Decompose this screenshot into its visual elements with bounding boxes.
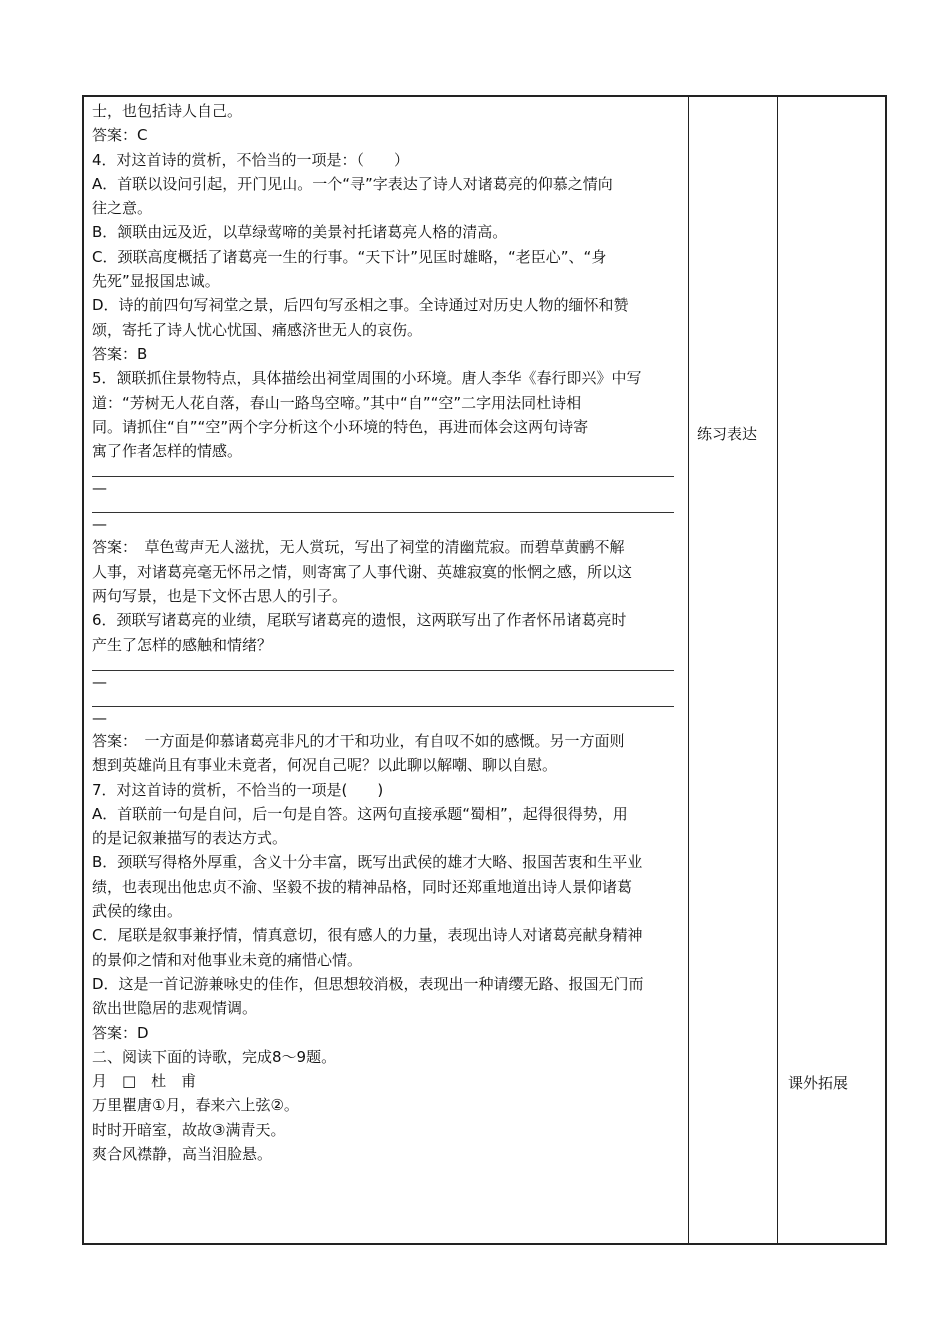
text-line: 6．颈联写诸葛亮的业绩，尾联写诸葛亮的遗恨，这两联写出了作者怀吊诸葛亮时 <box>92 611 627 630</box>
blank-line <box>92 660 674 671</box>
blank-dash: — <box>92 515 107 534</box>
section-label-column <box>689 97 778 1243</box>
text-line: 颂，寄托了诗人忧心忧国、痛感济世无人的哀伤。 <box>92 320 423 339</box>
blank-dash: — <box>92 672 107 691</box>
lesson-table <box>82 95 887 1245</box>
answer-blank-5 <box>92 466 680 535</box>
text-block-3 <box>92 729 680 1166</box>
extension-label: 课外拓展 <box>788 1074 849 1092</box>
text-line: B．颈联写得格外厚重，含义十分丰富，既写出武侯的雄才大略、报国苦衷和生平业 <box>92 853 643 872</box>
text-line: 二、阅读下面的诗歌，完成8～9题。 <box>92 1047 337 1066</box>
text-line: 士，也包括诗人自己。 <box>92 102 243 120</box>
text-line: 时时开暗室，故故③满青天。 <box>92 1120 286 1139</box>
text-line: A．首联前一句是自问，后一句是自答。这两句直接承题“蜀相”，起得很得势，用 <box>92 804 628 823</box>
text-line: 万里瞿唐①月，春来六上弦②。 <box>92 1096 299 1115</box>
text-line: 往之意。 <box>92 199 153 218</box>
text-line: 同。请抓住“自”“空”两个字分析这个小环境的特色，再进而体会这两句诗寄 <box>92 417 589 436</box>
text-line: 答案： 一方面是仰慕诸葛亮非凡的才干和功业，有自叹不如的感慨。另一方面则 <box>92 731 625 750</box>
text-line: 4．对这首诗的赏析，不恰当的一项是：（ ） <box>92 150 410 169</box>
text-line: 爽合风襟静，高当泪脸悬。 <box>92 1144 273 1163</box>
text-line: A．首联以设问引起，开门见山。一个“寻”字表达了诗人对诸葛亮的仰慕之情向 <box>92 174 613 193</box>
text-line: 想到英雄尚且有事业未竟者，何况自己呢？以此聊以解嘲、聊以自慰。 <box>92 756 558 775</box>
text-line: B．颔联由远及近，以草绿莺啼的美景衬托诸葛亮人格的清高。 <box>92 223 508 242</box>
text-line: 答案： 草色莺声无人滋扰，无人赏玩，写出了祠堂的清幽荒寂。而碧草黄鹂不解 <box>92 538 625 557</box>
text-line: 月 □ 杜 甫 <box>92 1072 197 1091</box>
text-line: 道：“芳树无人花自落，春山一路鸟空啼。”其中“自”“空”二字用法同杜诗相 <box>92 393 582 412</box>
text-block-1 <box>92 99 680 463</box>
text-line: C．尾联是叙事兼抒情，情真意切，很有感人的力量，表现出诗人对诸葛亮献身精神 <box>92 926 643 945</box>
text-line: 人事，对诸葛亮毫无怀吊之情，则寄寓了人事代谢、英雄寂寞的怅惘之感，所以这 <box>92 562 633 581</box>
text-line: 绩，也表现出他忠贞不渝、坚毅不拔的精神品格，同时还郑重地道出诗人景仰诸葛 <box>92 877 633 896</box>
blank-dash: — <box>92 708 107 727</box>
practice-label: 练习表达 <box>697 425 758 443</box>
text-line: 产生了怎样的感触和情绪？ <box>92 635 273 654</box>
blank-dash: — <box>92 479 107 498</box>
text-block-2 <box>92 535 680 656</box>
text-line: 寓了作者怎样的情感。 <box>92 442 243 461</box>
text-line: D．诗的前四句写祠堂之景，后四句写丞相之事。全诗通过对历史人物的缅怀和赞 <box>92 296 629 315</box>
extension-label-column <box>778 97 885 1243</box>
text-line: C．颈联高度概括了诸葛亮一生的行事。“天下计”见匡时雄略，“老臣心”、“身 <box>92 247 607 266</box>
blank-line <box>92 466 674 477</box>
blank-line <box>92 502 674 513</box>
content-column <box>84 97 689 1243</box>
text-line: 欲出世隐居的悲观情调。 <box>92 999 258 1018</box>
text-line: 答案：B <box>92 344 148 363</box>
text-line: 两句写景，也是下文怀古思人的引子。 <box>92 587 348 606</box>
text-line: 武侯的缘由。 <box>92 902 183 921</box>
text-line: 答案：D <box>92 1023 149 1042</box>
text-line: 7．对这首诗的赏析，不恰当的一项是( ) <box>92 780 384 799</box>
answer-blank-6 <box>92 660 680 729</box>
text-line: 答案：C <box>92 126 148 145</box>
text-line: 5．颔联抓住景物特点，具体描绘出祠堂周围的小环境。唐人李华《春行即兴》中写 <box>92 369 642 388</box>
text-line: 的是记叙兼描写的表达方式。 <box>92 829 288 848</box>
text-line: D．这是一首记游兼咏史的佳作，但思想较消极，表现出一种请缨无路、报国无门而 <box>92 974 644 993</box>
text-line: 先死”显报国忠诚。 <box>92 272 220 291</box>
text-line: 的景仰之情和对他事业未竟的痛惜心情。 <box>92 950 363 969</box>
blank-line <box>92 696 674 707</box>
